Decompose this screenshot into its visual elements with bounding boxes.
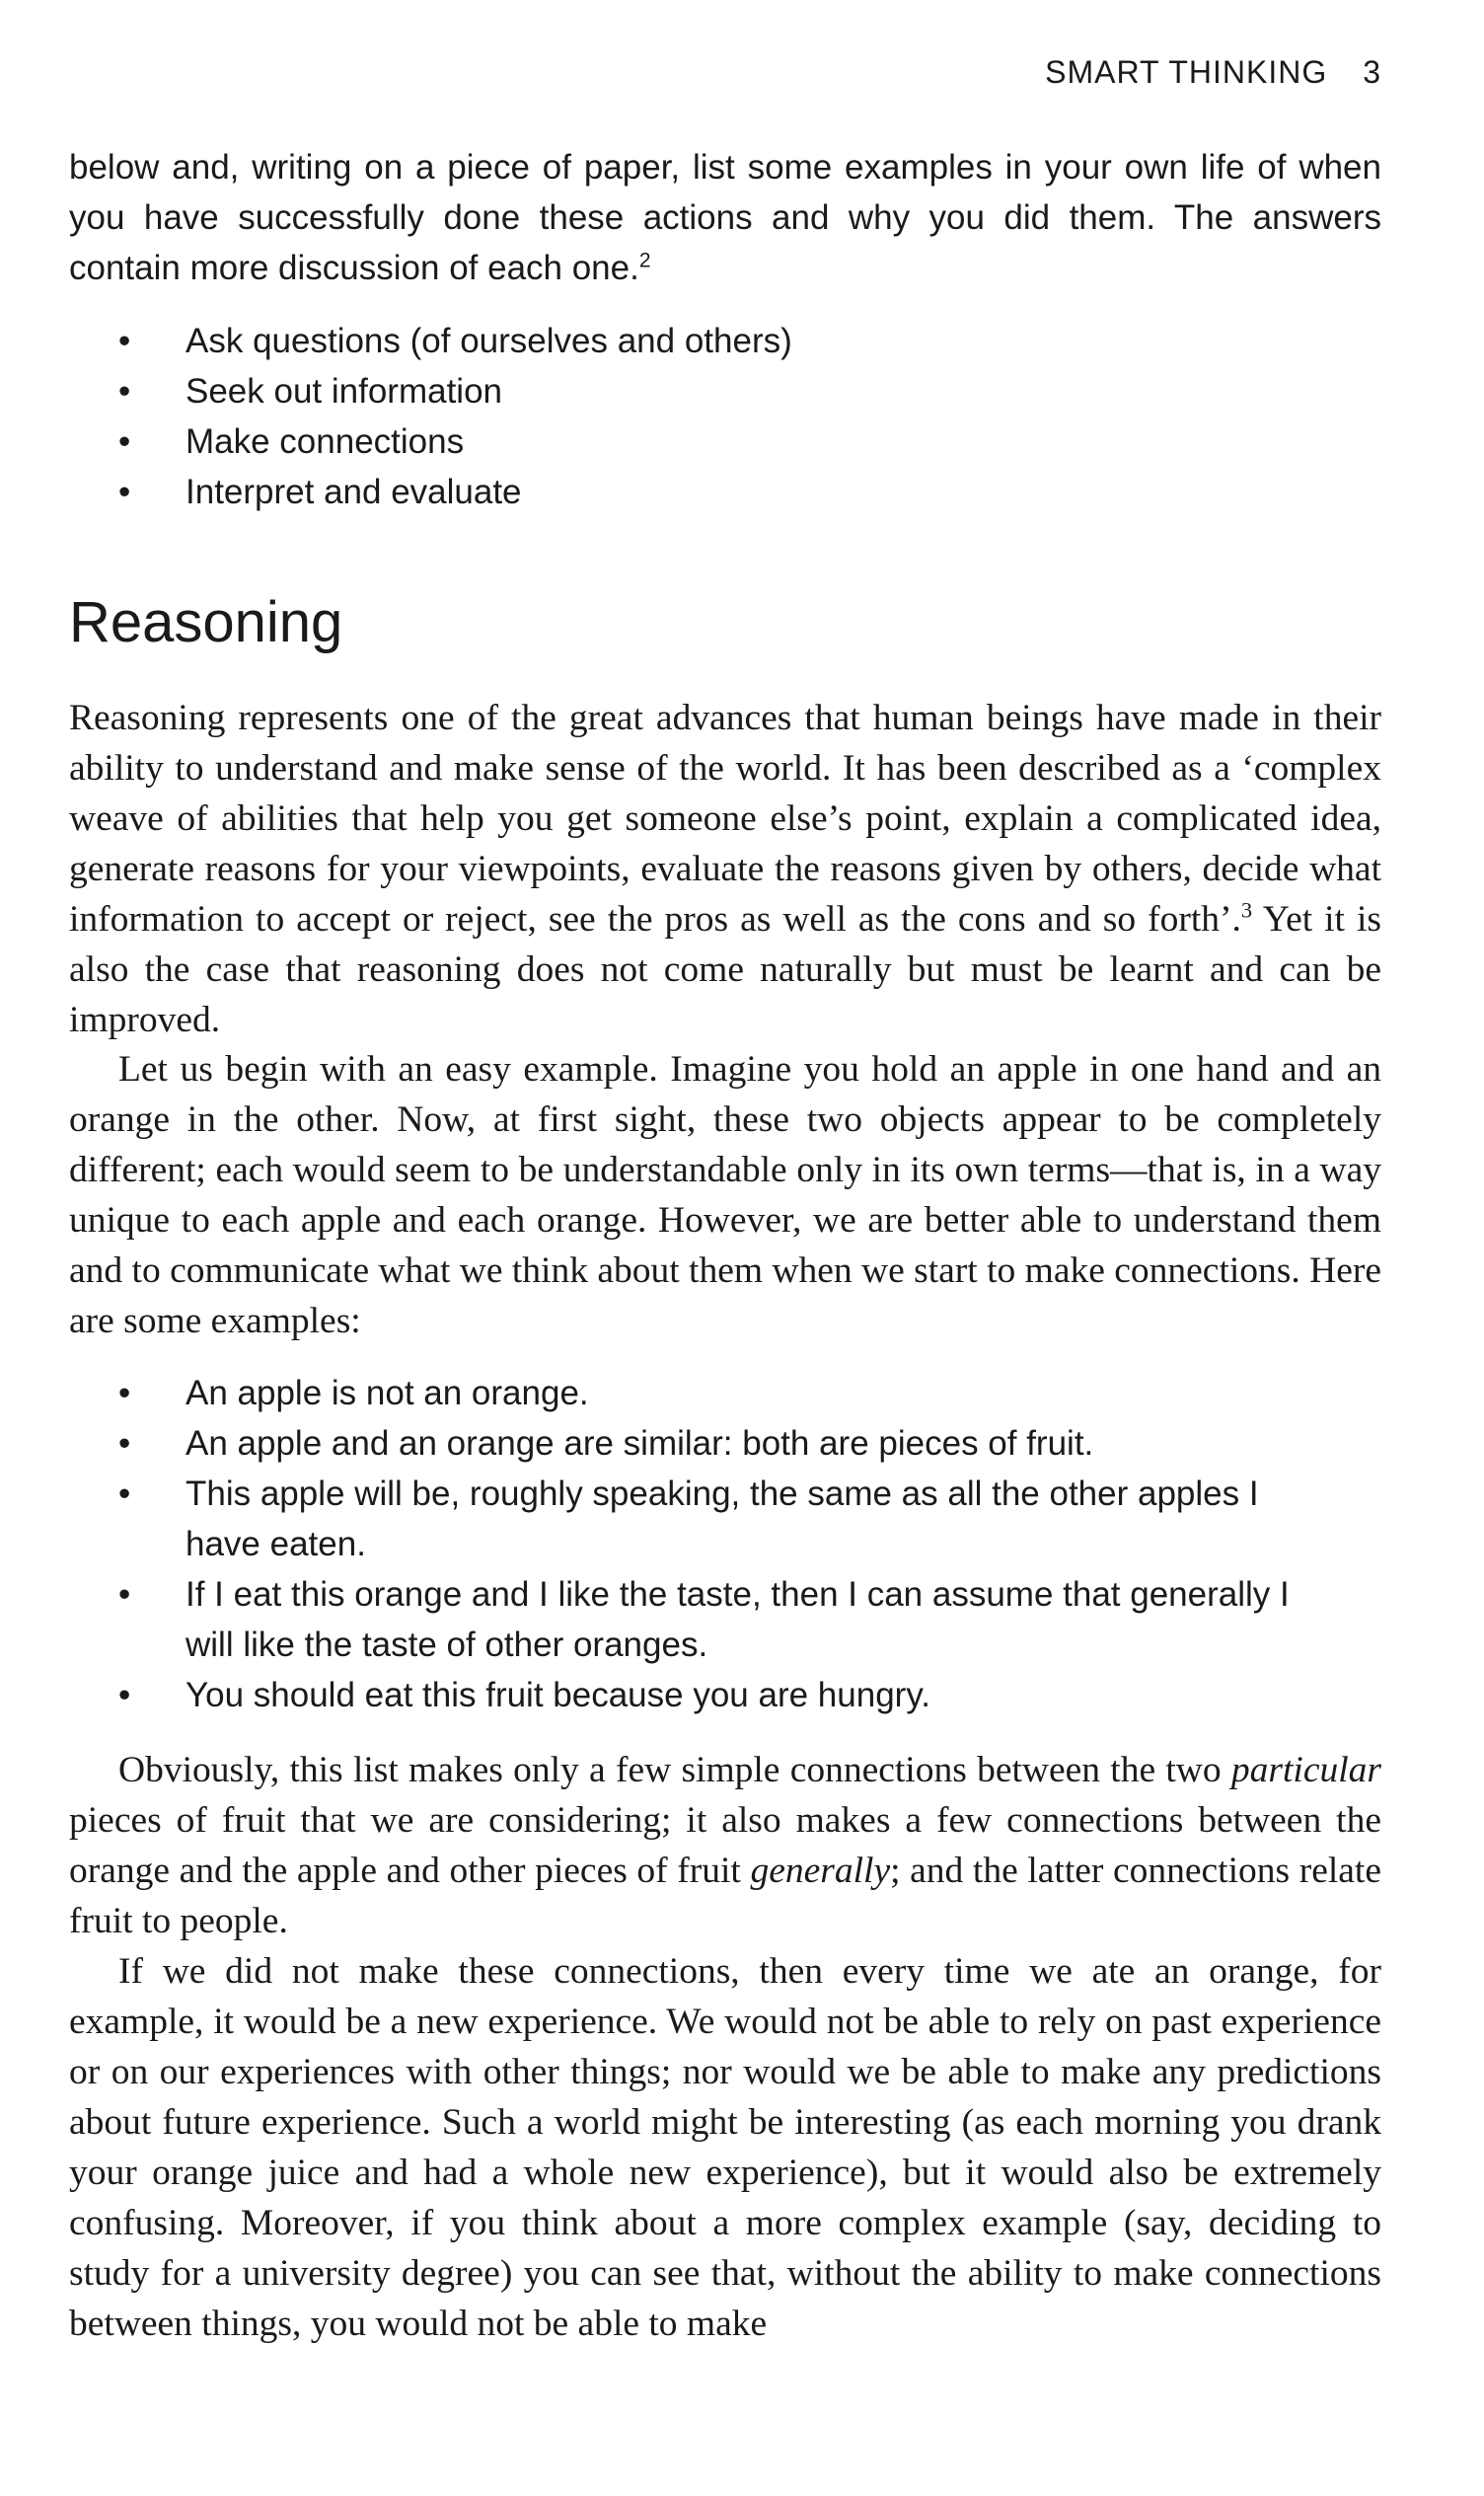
emphasis-particular: particular [1230, 1750, 1381, 1790]
list-item: • You should eat this fruit because you are hungry. [118, 1670, 1322, 1720]
footnote-ref-2: 2 [638, 249, 651, 272]
reasoning-paragraph-2: Let us begin with an easy example. Imagine you hold an apple in one hand and an orange in the other. Now, at first sight, these two objects appear to be completely different; each would seem to be understandable only in its own terms—that is, in a way unique to each apple and each orange. However, we are better able to understand them and to communicate what we think about them when we start to make connections. Here are some examples: [69, 1049, 1381, 1341]
actions-list [118, 316, 1322, 517]
intro-paragraph [69, 142, 1381, 293]
running-title: SMART THINKING [1045, 54, 1328, 90]
list-item: • If I eat this orange and I like the taste, then I can assume that generally I will like the taste of other oranges. [118, 1569, 1322, 1670]
list-item: • Ask questions (of ourselves and others) [118, 316, 1322, 366]
list-item: • Seek out information [118, 366, 1322, 416]
para1-text-after: Yet it is also the case that reasoning does not come naturally but must be learnt and can be improved. [69, 899, 1381, 1040]
intro-text: below and, writing on a piece of paper, list some examples in your own life of when you have successfully done these actions and why you did them. The answers contain more discussion of each one. [69, 148, 1381, 287]
list-item: • An apple is not an orange. [118, 1368, 1322, 1418]
reasoning-paragraph-1 [69, 693, 1381, 1045]
list-item: • Make connections [118, 416, 1322, 467]
para1-text: Reasoning represents one of the great advances that human beings have made in their ability to understand and make sense of the world. It has been described as a ‘complex weave of abilities that help you get someone else’s point, explain a complicated idea, generate reasons for your viewpoints, evaluate the reasons given by others, decide what information to accept or reject, see the pros as well as the cons and so forth’. [69, 698, 1381, 940]
reasoning-paragraph-3 [69, 1745, 1381, 1946]
examples-list [118, 1368, 1322, 1720]
emphasis-generally: generally [750, 1851, 891, 1891]
running-header [69, 54, 1381, 91]
footnote-ref-3: 3 [1240, 897, 1253, 923]
reasoning-paragraph-4: If we did not make these connections, then every time we ate an orange, for example, it would be a new experience. We would not be able to rely on past experience or on our experiences with other things; nor would we be able to make any predictions about future experience. Such a world might be interesting (as each morning you drank your orange juice and had a whole new experience), but it would also be extremely confusing. Moreover, if you think about a more complex example (say, deciding to study for a university degree) you can see that, without the ability to make connections between things, you would not be able to make [69, 1951, 1381, 2344]
list-item: • Interpret and evaluate [118, 467, 1322, 517]
para3-text-1: Obviously, this list makes only a few simple connections between the two [118, 1750, 1231, 1790]
section-heading: Reasoning [69, 590, 343, 654]
list-item: • An apple and an orange are similar: both are pieces of fruit. [118, 1418, 1322, 1469]
list-item: • This apple will be, roughly speaking, the same as all the other apples I have eaten. [118, 1469, 1322, 1569]
para3-text-2: pieces of fruit that we are considering; it also makes a few connections between the orange and the apple and other pieces of fruit [69, 1800, 1381, 1891]
page-number: 3 [1363, 54, 1381, 90]
para3-text-3: ; and the latter connections relate fruit to people. [69, 1851, 1381, 1941]
